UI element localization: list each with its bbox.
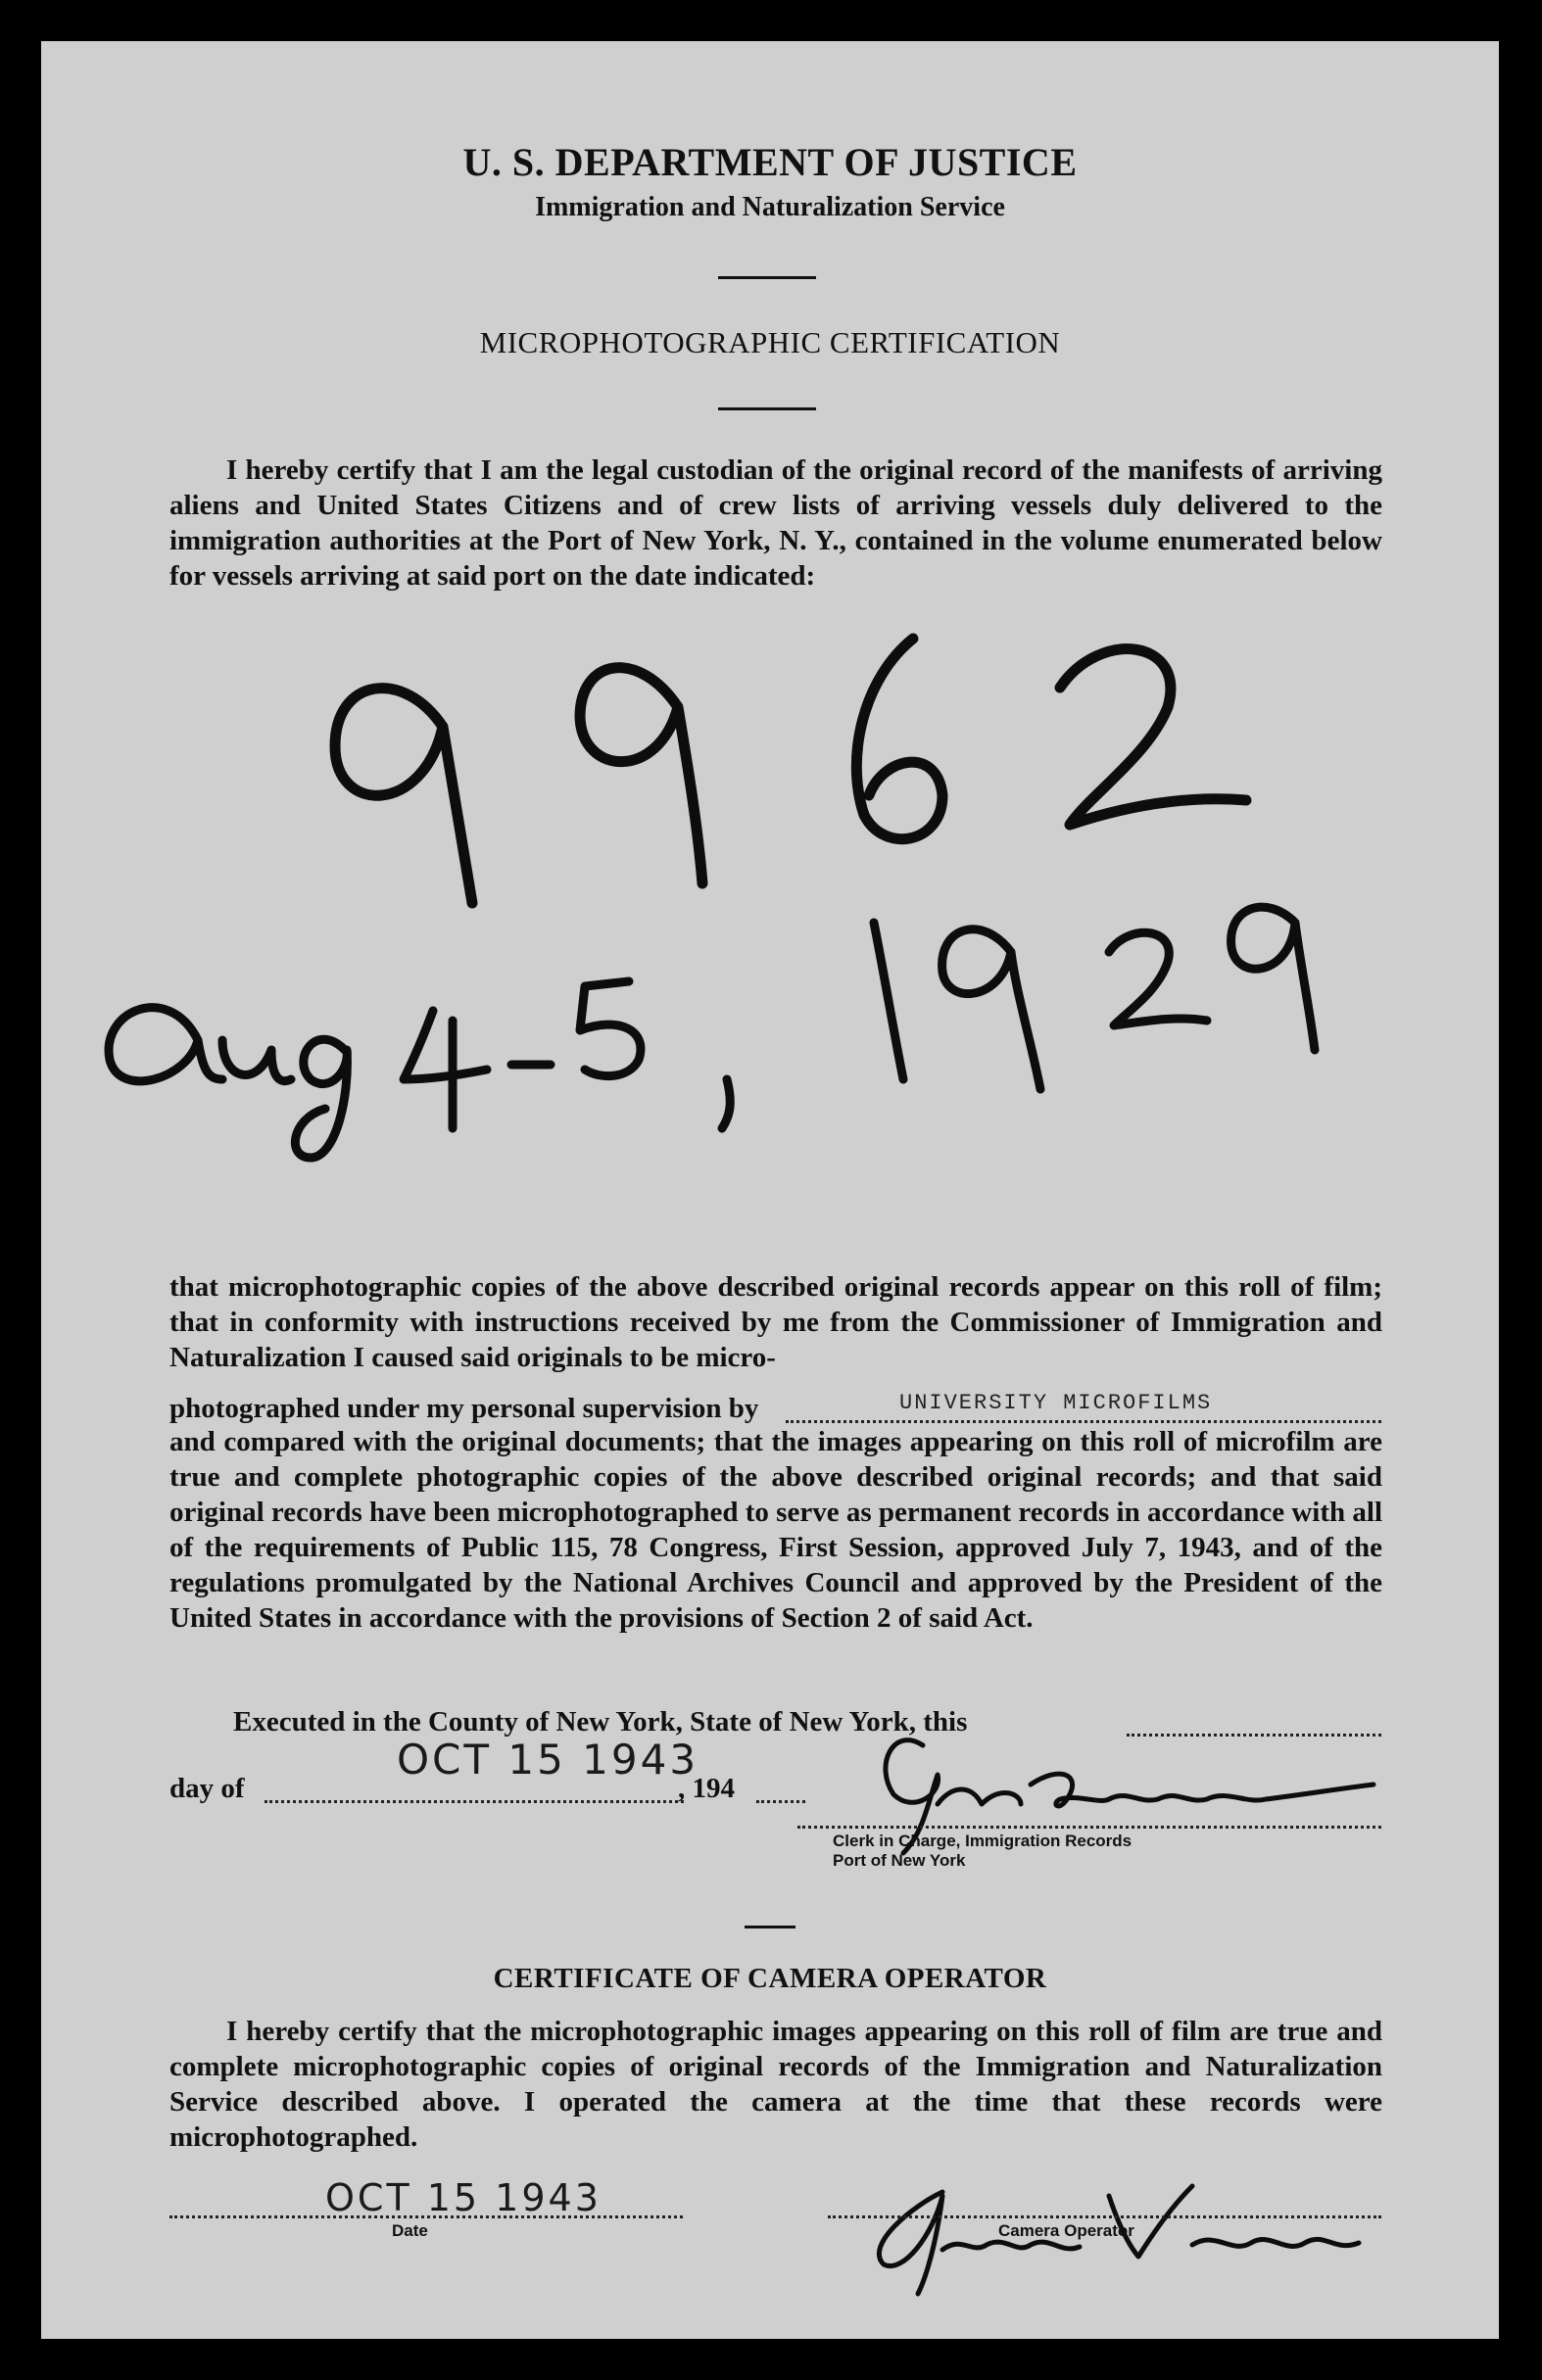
day-of-dotted-line [265,1800,684,1803]
compliance-paragraph [169,1424,1382,1636]
camera-operator-paragraph [169,2014,1382,2155]
divider [745,1926,795,1928]
department-heading: U. S. DEPARTMENT OF JUSTICE [462,140,1078,184]
year-dotted-line [756,1800,805,1803]
microfilm-paragraph [169,1269,1382,1375]
volume-number-handwriting [335,639,1246,903]
camera-operator-text: I hereby certify that the microphotographic images appearing on this roll of film are true and complete microphotographic copies of original records of the Immigration and Naturalization Service described above. I operated the camera at the time that these records were microphotographed. [169,2016,1382,2153]
operator-signature-line [828,2215,1381,2218]
year-prefix: , 194 [678,1773,735,1804]
camera-operator-title: CERTIFICATE OF CAMERA OPERATOR [493,1963,1047,1994]
volume-date-handwriting [109,907,1315,1158]
photographer-dotted-line [786,1420,1381,1423]
day-of-label: day of [169,1773,245,1804]
service-subheading: Immigration and Naturalization Service [535,192,1005,222]
clerk-signature-line [797,1826,1381,1829]
clerk-title-line1: Clerk in Charge, Immigration Records [833,1832,1132,1850]
executed-dotted-line [1127,1734,1381,1737]
certification-title: MICROPHOTOGRAPHIC CERTIFICATION [479,325,1061,359]
execution-date-stamp: OCT 15 1943 [397,1736,699,1784]
microfilm-text: that microphotographic copies of the above described original records appear on this roll of film; that in conformity with instructions received by me from the Commissioner of Immigration and Naturalization I caused said originals to be micro- [169,1271,1382,1373]
certificate-sheet [41,41,1499,2339]
compliance-text: and compared with the original documents; that the images appearing on this roll of microfilm are true and complete photographic copies of the above described original records; and that said original records have been microphotographed to serve as permanent records in accordance with all of the requirements of Public 115, 78 Congress, First Session, approved July 7, 1943, and of the regulations promulgated by the National Archives Council and approved by the President of the United States in accordance with the provisions of Section 2 of said Act. [169,1426,1383,1634]
camera-operator-label: Camera Operator [998,2221,1134,2240]
custodian-text: I hereby certify that I am the legal custodian of the original record of the manifests of arriving aliens and United States Citizens and of crew lists of arriving vessels duly delivered to the immigration authorities at the Port of New York, N. Y., contained in the volume enumerated below for vessels arriving at said port on the date indicated: [169,454,1382,592]
date-label: Date [392,2221,428,2240]
operator-date-stamp: OCT 15 1943 [325,2176,602,2219]
photographer-name: UNIVERSITY MICROFILMS [899,1391,1213,1415]
clerk-title [833,1832,1132,1871]
executed-label: Executed in the County of New York, State of New York, this [233,1706,968,1737]
clerk-title-line2: Port of New York [833,1851,966,1870]
photographed-by-label: photographed under my personal supervision by [169,1393,759,1424]
